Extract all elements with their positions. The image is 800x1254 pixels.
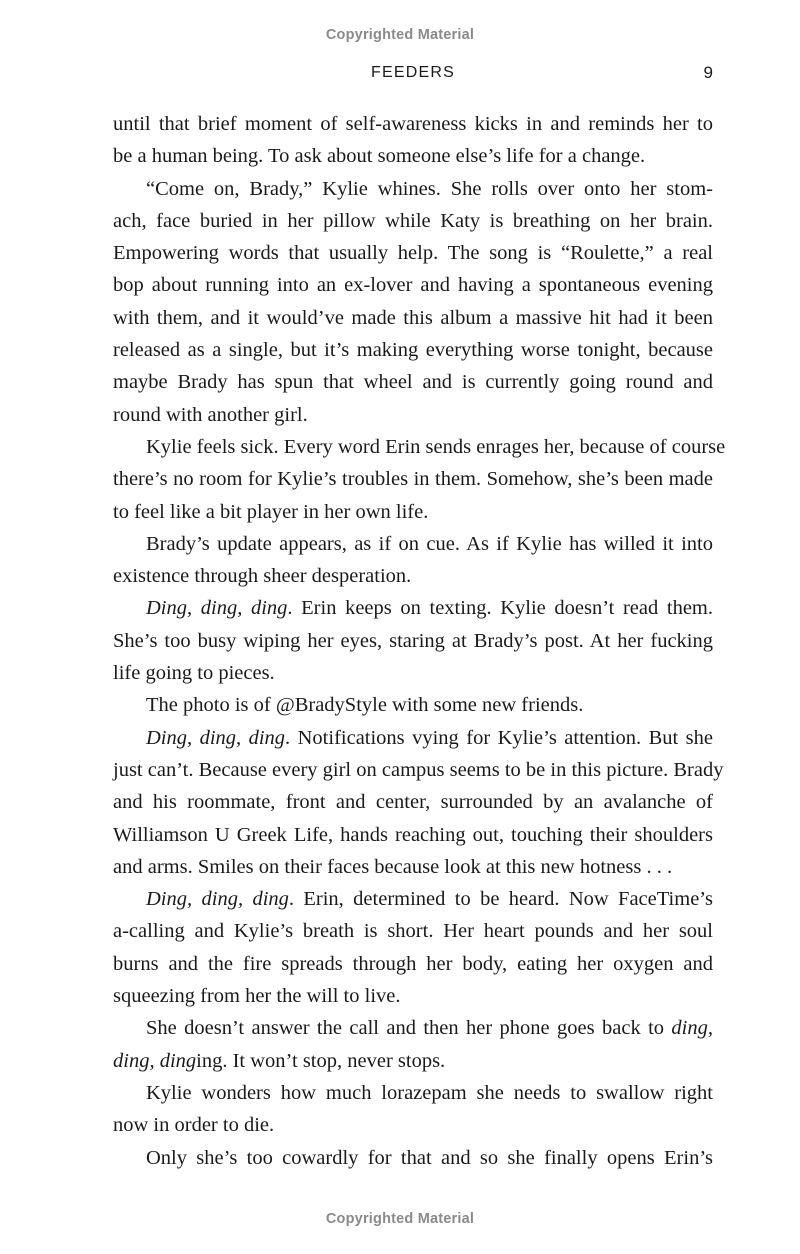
body-text bbox=[113, 108, 726, 1174]
running-head bbox=[113, 64, 713, 88]
text-run: She doesn’t answer the call and then her phone goes back to bbox=[146, 1017, 672, 1040]
text-line: Brady’s update appears, as if on cue. As if Kylie has willed it into bbox=[146, 532, 713, 555]
text-line: squeezing from her the will to live. bbox=[113, 985, 401, 1008]
text-line: now in order to die. bbox=[113, 1114, 275, 1137]
text-line: released as a single, but it’s making everything worse tonight, because bbox=[113, 339, 713, 362]
text-line: Kylie feels sick. Every word Erin sends enrages her, because of course bbox=[146, 435, 726, 458]
text-line bbox=[113, 592, 713, 624]
text-run: ing. It won’t stop, never stops. bbox=[196, 1049, 446, 1072]
copyright-watermark-top: Copyrighted Material bbox=[325, 27, 475, 43]
italic-ding: ding, ding bbox=[113, 1049, 197, 1072]
text-line: bop about running into an ex-lover and having a spontaneous evening bbox=[113, 274, 713, 297]
italic-ding: Ding, ding, ding bbox=[146, 726, 286, 749]
text-line: with them, and it would’ve made this album a massive hit had it been bbox=[113, 306, 713, 329]
text-line: Only she’s too cowardly for that and so she finally opens Erin’s bbox=[146, 1146, 713, 1169]
text-line: round with another girl. bbox=[113, 403, 308, 426]
text-line bbox=[113, 883, 713, 915]
text-line: and his roommate, front and center, surrounded by an avalanche of bbox=[113, 791, 713, 814]
text-line: She’s too busy wiping her eyes, staring at Brady’s post. At her fucking bbox=[113, 629, 713, 652]
text-line bbox=[113, 1012, 713, 1044]
book-title: FEEDERS bbox=[371, 64, 455, 81]
text-run: . Notifications vying for Kylie’s attention. But she bbox=[285, 726, 713, 749]
text-line: ach, face buried in her pillow while Katy is breathing on her brain. bbox=[113, 209, 713, 232]
page-number: 9 bbox=[703, 63, 713, 82]
italic-ding: Ding, ding, ding bbox=[146, 888, 289, 911]
text-line: Williamson U Greek Life, hands reaching out, touching their shoulders bbox=[113, 823, 713, 846]
text-line: existence through sheer desperation. bbox=[113, 565, 412, 588]
text-line: there’s no room for Kylie’s troubles in them. Somehow, she’s been made bbox=[113, 468, 713, 491]
text-line bbox=[113, 722, 713, 754]
copyright-watermark-bottom: Copyrighted Material bbox=[325, 1211, 475, 1227]
text-run: . Erin, determined to be heard. Now FaceTime’s bbox=[288, 888, 713, 911]
text-line: until that brief moment of self-awareness kicks in and reminds her to bbox=[113, 113, 713, 135]
italic-ding: ding, bbox=[671, 1017, 713, 1040]
text-line bbox=[113, 1045, 713, 1077]
text-line: The photo is of @BradyStyle with some new friends. bbox=[146, 694, 584, 717]
text-line: to feel like a bit player in her own life. bbox=[113, 500, 429, 523]
text-line: Kylie wonders how much lorazepam she needs to swallow right bbox=[146, 1081, 713, 1104]
text-line: maybe Brady has spun that wheel and is currently going round and bbox=[113, 371, 713, 394]
text-line: just can’t. Because every girl on campus seems to be in this picture. Brady bbox=[113, 758, 724, 781]
text-line: be a human being. To ask about someone else’s life for a change. bbox=[113, 145, 646, 168]
text-line: burns and the fire spreads through her body, eating her oxygen and bbox=[113, 952, 713, 975]
text-line: Empowering words that usually help. The song is “Roulette,” a real bbox=[113, 242, 713, 265]
text-run: . Erin keeps on texting. Kylie doesn’t read them. bbox=[287, 597, 713, 620]
text-line: “Come on, Brady,” Kylie whines. She rolls over onto her stom- bbox=[146, 177, 713, 200]
text-line: life going to pieces. bbox=[113, 662, 275, 685]
text-line: a-calling and Kylie’s breath is short. Her heart pounds and her soul bbox=[113, 920, 713, 943]
text-line: and arms. Smiles on their faces because look at this new hotness . . . bbox=[113, 855, 673, 878]
italic-ding: Ding, ding, ding bbox=[146, 597, 288, 620]
